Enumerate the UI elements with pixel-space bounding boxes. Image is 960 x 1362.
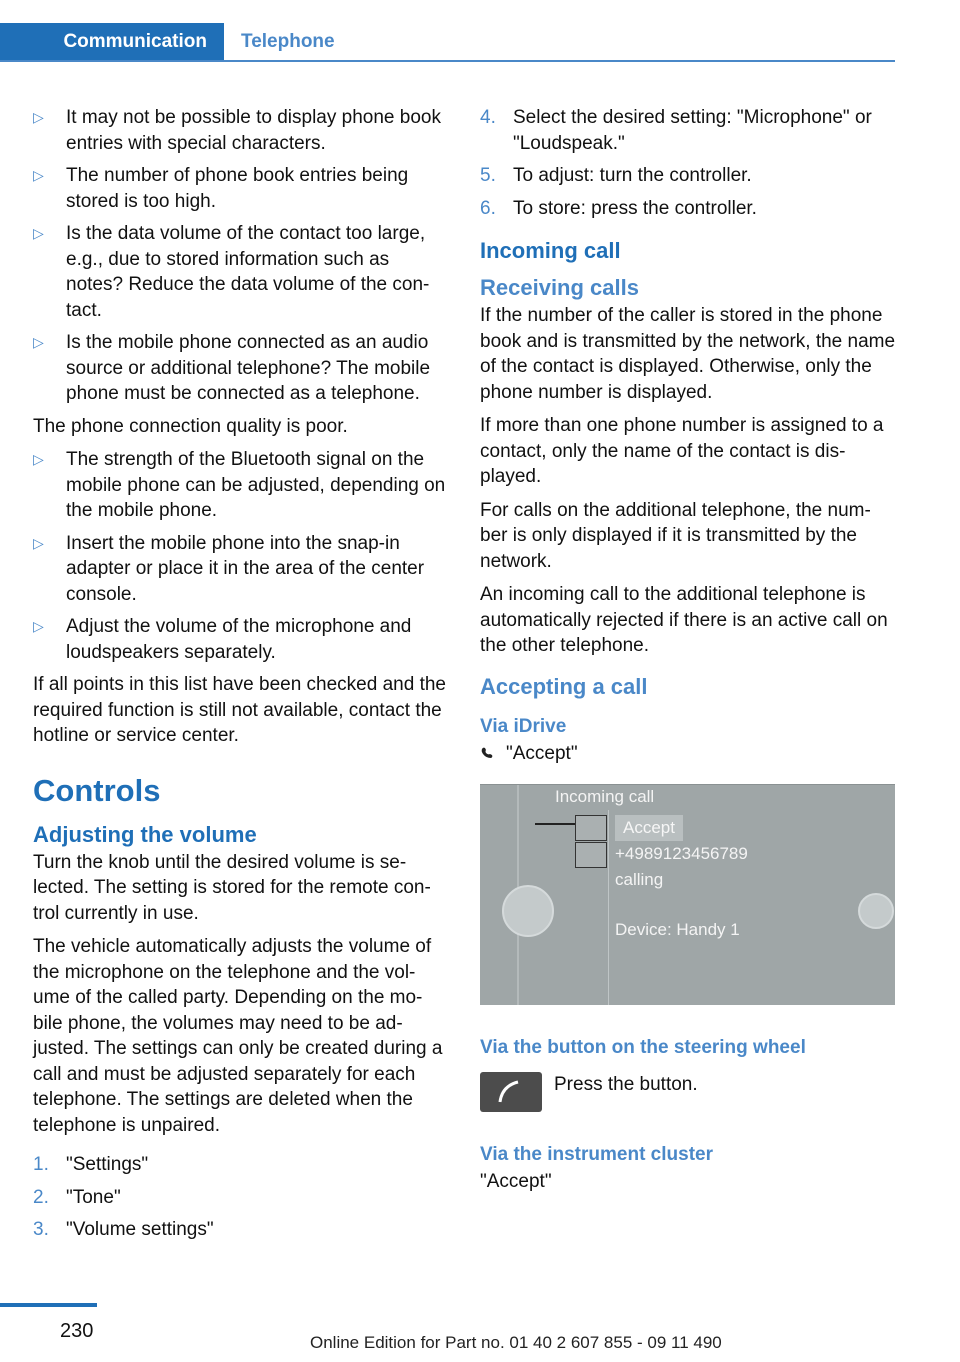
subsection-tab: Telephone <box>241 31 335 52</box>
paragraph: The phone connection quality is poor. <box>33 415 348 437</box>
heading-incoming-call: Incoming call <box>480 238 621 263</box>
idrive-screen-image <box>480 784 895 1005</box>
paragraph: For calls on the additional telephone, the num-ber is only displayed if it is transmitted by the network. <box>480 499 871 572</box>
list-item: ▷ It may not be possible to display phone book entries with special characters. <box>33 107 441 154</box>
paragraph: If the number of the caller is stored in the phone book and is transmitted by the network, the name of the contact is displayed. Otherwise, only the phone number is displayed. <box>480 305 896 403</box>
heading-receiving-calls: Receiving calls <box>480 275 639 300</box>
screen-number: +4989123456789 <box>615 844 748 863</box>
triangle-bullet-icon: ▷ <box>33 225 44 241</box>
screen-menu <box>615 815 748 893</box>
page-number: 230 <box>60 1320 94 1342</box>
heading-volume: Adjusting the volume <box>33 821 257 847</box>
paragraph: The vehicle automatically adjusts the volume of the microphone on the telephone and the vol-ume of the called party. Depending on the mo-bile phone, the volumes may need to be ad-justed. The settings can only be created during a call and must be adjusted separately for each telephone. The settings are deleted when the telephone is unpaired. <box>33 936 443 1136</box>
pointer-line <box>535 823 575 825</box>
triangle-bullet-icon: ▷ <box>33 334 44 350</box>
triangle-bullet-icon: ▷ <box>33 167 44 183</box>
left-column <box>33 105 451 1250</box>
paragraph: If all points in this list have been checked and the required function is still not available, contact the hotline or service center. <box>33 674 446 746</box>
list-item: ▷ Insert the mobile phone into the snap-in adapter or place it in the area of the center console. <box>33 532 425 605</box>
screen-title: Incoming call <box>555 787 655 806</box>
accept-handset-icon <box>575 815 607 841</box>
list-item: ▷ The strength of the Bluetooth signal on the mobile phone can be adjusted, depending on the mobile phone. <box>33 449 446 521</box>
triangle-bullet-icon: ▷ <box>33 618 44 634</box>
screen-device: Device: Handy 1 <box>615 920 740 939</box>
step-item: 6. To store: press the controller. <box>480 197 757 219</box>
heading-accepting-call: Accepting a call <box>480 673 648 699</box>
reject-handset-icon <box>575 842 607 868</box>
page-header <box>0 23 960 61</box>
phone-handset-icon <box>480 746 496 760</box>
press-button-text: Press the button. <box>554 1074 698 1095</box>
screen-accept-option: Accept <box>615 815 683 841</box>
footer-rule <box>0 1303 97 1307</box>
triangle-bullet-icon: ▷ <box>33 534 44 551</box>
step-item: 4. Select the desired setting: "Microphone" or "Loudspeak." <box>480 107 872 154</box>
accept-line: "Accept" <box>480 741 898 767</box>
paragraph: If more than one phone number is assigned to a contact, only the name of the contact is dis-played. <box>480 415 884 487</box>
step-item: 3. "Volume settings" <box>33 1219 214 1240</box>
heading-via-wheel: Via the button on the steering wheel <box>480 1037 806 1058</box>
options-knob-icon <box>858 893 894 929</box>
heading-via-cluster: Via the instrument cluster <box>480 1144 713 1165</box>
steering-wheel-phone-button-icon <box>480 1072 542 1112</box>
list-item: ▷ Adjust the volume of the microphone and loudspeakers separately. <box>33 616 412 663</box>
step-item: 1. "Settings" <box>33 1154 149 1175</box>
controller-knob-icon <box>502 885 554 937</box>
paragraph: An incoming call to the additional telephone is automatically rejected if there is an active call on the other telephone. <box>480 584 888 656</box>
paragraph: "Accept" <box>480 1171 552 1192</box>
screen-status: calling <box>615 870 664 889</box>
triangle-bullet-icon: ▷ <box>33 109 44 125</box>
triangle-bullet-icon: ▷ <box>33 451 44 467</box>
right-column <box>480 105 898 1203</box>
section-tab: Communication <box>0 23 224 61</box>
steering-button-row <box>480 1072 898 1122</box>
heading-controls: Controls <box>33 772 161 808</box>
heading-via-idrive: Via iDrive <box>480 715 567 737</box>
list-item: ▷ The number of phone book entries being stored is too high. <box>33 165 409 212</box>
step-item: 5. To adjust: turn the controller. <box>480 165 752 186</box>
screen-divider <box>608 810 609 1005</box>
list-item: ▷ Is the data volume of the contact too large, e.g., due to stored information such as notes? Reduce the data volume of the con-tact. <box>33 223 430 321</box>
list-item: ▷ Is the mobile phone connected as an audio source or additional telephone? The mobile phone must be connected as a telephone. <box>33 332 431 404</box>
edition-text: Online Edition for Part no. 01 40 2 607 855 - 09 11 490 <box>310 1333 722 1352</box>
paragraph: Turn the knob until the desired volume is se-lected. The setting is stored for the remote con-trol currently in use. <box>33 851 431 924</box>
header-rule <box>0 60 895 62</box>
step-item: 2. "Tone" <box>33 1186 121 1208</box>
